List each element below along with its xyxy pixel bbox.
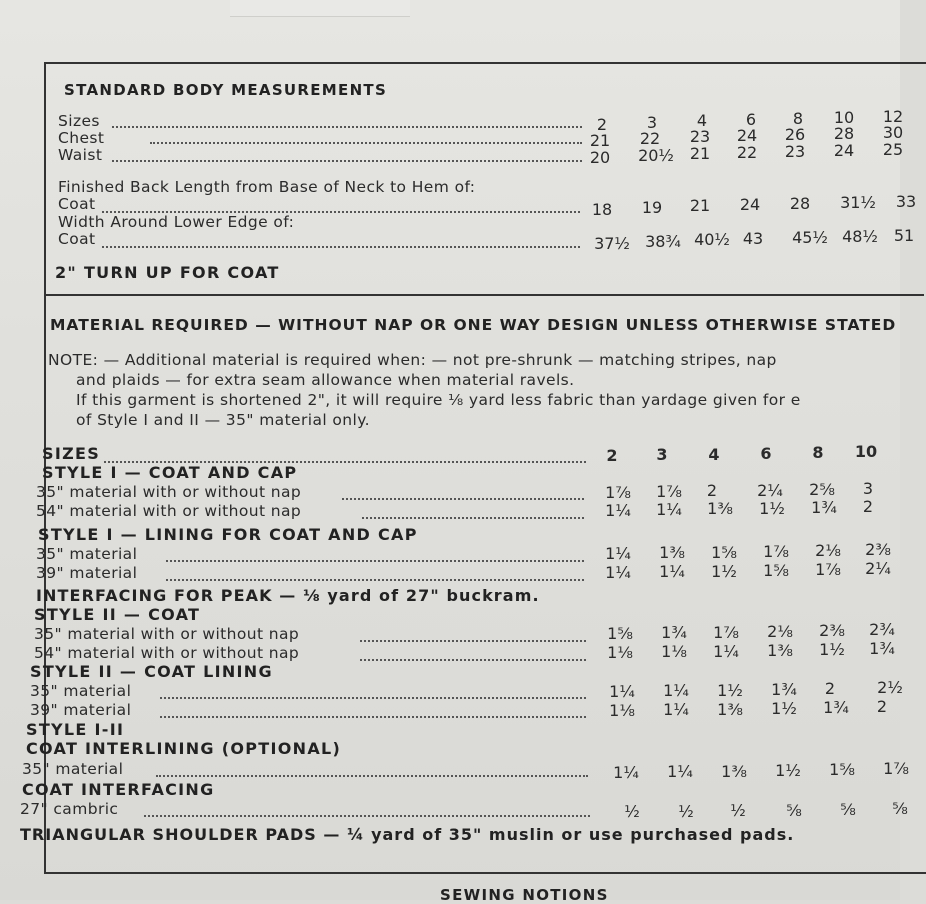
s2l-row-label: 39" material <box>30 701 132 719</box>
back-length-value: 33 <box>895 192 917 211</box>
interlining-heading: COAT INTERLINING (OPTIONAL) <box>26 739 342 758</box>
s2-value: 1⅜ <box>767 641 793 660</box>
bm-chest: 26 <box>784 125 806 144</box>
bm-size: 10 <box>833 108 855 127</box>
leader-dots <box>362 517 584 519</box>
style1-coat-cap-heading: STYLE I — COAT AND CAP <box>42 463 298 482</box>
bm-size: 12 <box>882 107 904 126</box>
s1-value: 1¼ <box>656 500 682 519</box>
s1-value: 1½ <box>759 499 785 518</box>
s1-value: 1⅞ <box>605 483 631 502</box>
turn-up-note: 2" TURN UP FOR COAT <box>55 263 280 282</box>
leader-dots <box>160 716 586 718</box>
s1-value: 1⅞ <box>656 482 682 501</box>
s2l-value: 1¼ <box>663 700 689 719</box>
back-length-value: 21 <box>689 196 711 215</box>
s1l-value: 1⅞ <box>763 542 789 561</box>
back-length-value: 19 <box>641 198 663 217</box>
s1l-value: 1¼ <box>659 562 685 581</box>
s2-value: 1⅛ <box>661 642 687 661</box>
interfacing-value: ½ <box>624 802 640 821</box>
s1l-value: 1⅞ <box>815 560 841 579</box>
bm-size: 8 <box>792 109 804 128</box>
s2-value: 1½ <box>819 640 845 659</box>
s1-value: 2 <box>862 497 874 516</box>
bm-waist: 25 <box>882 140 904 159</box>
s1l-value: 1½ <box>711 562 737 581</box>
bm-chest: 23 <box>689 127 711 146</box>
s1-value: 2¼ <box>757 481 783 500</box>
interfacing-value: ⅝ <box>840 800 856 819</box>
bm-size: 4 <box>696 111 708 130</box>
leader-dots <box>166 579 584 581</box>
sewing-notions-heading: SEWING NOTIONS <box>440 886 609 904</box>
s1-value: 2 <box>706 481 718 500</box>
bm-size: 2 <box>596 115 608 134</box>
bm-waist: 20½ <box>638 146 674 165</box>
s2l-value: 1½ <box>771 699 797 718</box>
interlining-value: 1⅞ <box>883 759 909 778</box>
s1-value: 3 <box>862 479 874 498</box>
leader-dots <box>112 160 582 162</box>
size-col: 3 <box>656 445 668 464</box>
s2-value: 1¾ <box>661 623 687 642</box>
interfacing-value: ⅝ <box>786 801 802 820</box>
s1l-value: 1¼ <box>605 544 631 563</box>
bm-size: 3 <box>646 113 658 132</box>
back-length-value: 18 <box>591 200 613 219</box>
width-value: 38¾ <box>645 232 681 251</box>
back-length-label: Finished Back Length from Base of Neck to Hem of: <box>58 178 476 196</box>
bm-waist: 24 <box>833 141 855 160</box>
size-col: 8 <box>812 443 824 462</box>
s2-row-label: 35" material with or without nap <box>34 625 300 643</box>
s2l-value: 1¾ <box>823 698 849 717</box>
s1-value: 1⅜ <box>707 499 733 518</box>
width-item: Coat <box>58 230 96 248</box>
style-1-2-heading: STYLE I-II <box>26 720 125 739</box>
leader-dots <box>144 815 590 817</box>
s2-value: 1⅛ <box>607 643 633 662</box>
leader-dots <box>360 640 586 642</box>
waist-label: Waist <box>58 146 103 164</box>
back-length-value: 31½ <box>840 193 876 212</box>
s2-value: 1⅝ <box>607 624 633 643</box>
s2-value: 1¼ <box>713 642 739 661</box>
s1l-value: 2¼ <box>865 559 891 578</box>
s1-row-label: 54" material with or without nap <box>36 502 302 520</box>
s2l-value: 2 <box>824 679 836 698</box>
paper-fold <box>230 0 410 17</box>
s1l-value: 2⅜ <box>865 540 891 559</box>
interfacing-row-label: 27" cambric <box>20 800 119 818</box>
s1-row-label: 35" material with or without nap <box>36 483 302 501</box>
interlining-value: 1¼ <box>613 763 639 782</box>
bm-size: 6 <box>745 110 757 129</box>
section-divider <box>44 294 924 296</box>
width-value: 45½ <box>792 228 828 247</box>
sizes-header: SIZES <box>42 444 101 463</box>
style2-lining-heading: STYLE II — COAT LINING <box>30 662 273 681</box>
size-col: 2 <box>606 446 618 465</box>
s1-value: 2⅝ <box>809 480 835 499</box>
bm-chest: 22 <box>639 129 661 148</box>
s2-row-label: 54" material with or without nap <box>34 644 300 662</box>
s2-value: 2⅛ <box>767 622 793 641</box>
note-line-2: and plaids — for extra seam allowance when material ravels. <box>76 371 575 389</box>
body-measurements-heading: STANDARD BODY MEASUREMENTS <box>64 81 388 99</box>
s2-value: 1⅞ <box>713 623 739 642</box>
bm-waist: 21 <box>689 144 711 163</box>
s2-value: 1¾ <box>869 639 895 658</box>
note-line-4: of Style I and II — 35" material only. <box>76 411 370 429</box>
sizes-label: Sizes <box>58 112 100 130</box>
interfacing-value: ½ <box>678 802 694 821</box>
s1l-value: 1⅝ <box>763 561 789 580</box>
shoulder-pads-line: TRIANGULAR SHOULDER PADS — ¼ yard of 35" muslin or use purchased pads. <box>20 825 795 844</box>
interlining-row-label: 35" material <box>22 760 124 778</box>
s2l-value: 1¼ <box>663 681 689 700</box>
leader-dots <box>112 126 582 128</box>
bm-chest: 21 <box>589 131 611 150</box>
bm-waist: 23 <box>784 142 806 161</box>
interlining-value: 1⅝ <box>829 760 855 779</box>
s1-value: 1¾ <box>811 498 837 517</box>
width-value: 43 <box>742 229 764 248</box>
bm-chest: 24 <box>736 126 758 145</box>
s2l-value: 1¼ <box>609 682 635 701</box>
leader-dots <box>156 775 588 777</box>
leader-dots <box>360 659 586 661</box>
s2l-row-label: 35" material <box>30 682 132 700</box>
style1-lining-heading: STYLE I — LINING FOR COAT AND CAP <box>38 525 418 544</box>
material-heading: MATERIAL REQUIRED — WITHOUT NAP OR ONE WAY DESIGN UNLESS OTHERWISE STATED <box>50 316 897 334</box>
width-value: 37½ <box>594 234 630 253</box>
s2-value: 2⅜ <box>819 621 845 640</box>
s1l-value: 1¼ <box>605 563 631 582</box>
s2l-value: 1½ <box>717 681 743 700</box>
s2-value: 2¾ <box>869 620 895 639</box>
interfacing-heading: COAT INTERFACING <box>22 780 215 799</box>
s1l-value: 1⅝ <box>711 543 737 562</box>
back-length-value: 24 <box>739 195 761 214</box>
s2l-value: 2½ <box>877 678 903 697</box>
s1l-row-label: 35" material <box>36 545 138 563</box>
s2l-value: 2 <box>876 697 888 716</box>
size-col: 10 <box>854 442 878 461</box>
back-length-value: 28 <box>789 194 811 213</box>
note-line-1: NOTE: — Additional material is required when: — not pre-shrunk — matching stripes, nap <box>48 351 777 369</box>
width-value: 48½ <box>842 227 878 246</box>
interfacing-value: ½ <box>730 801 746 820</box>
note-line-3: If this garment is shortened 2", it will require ⅛ yard less fabric than yardage given for e <box>76 391 801 409</box>
s1l-row-label: 39" material <box>36 564 138 582</box>
back-length-item: Coat <box>58 195 96 213</box>
interlining-value: 1⅜ <box>721 762 747 781</box>
width-value: 51 <box>893 226 915 245</box>
width-label: Width Around Lower Edge of: <box>58 213 295 231</box>
s2l-value: 1⅜ <box>717 700 743 719</box>
size-col: 4 <box>708 445 720 464</box>
bm-chest: 28 <box>833 124 855 143</box>
chest-label: Chest <box>58 129 105 147</box>
interlining-value: 1¼ <box>667 762 693 781</box>
leader-dots <box>150 142 582 144</box>
s2l-value: 1¾ <box>771 680 797 699</box>
leader-dots <box>342 498 584 500</box>
interfacing-value: ⅝ <box>892 799 908 818</box>
s1l-value: 2⅛ <box>815 541 841 560</box>
s1l-value: 1⅜ <box>659 543 685 562</box>
interfacing-peak-line: INTERFACING FOR PEAK — ⅛ yard of 27" buckram. <box>36 586 540 605</box>
bm-waist: 20 <box>589 148 611 167</box>
s2l-value: 1⅛ <box>609 701 635 720</box>
leader-dots <box>166 560 584 562</box>
interlining-value: 1½ <box>775 761 801 780</box>
leader-dots <box>160 697 586 699</box>
bm-waist: 22 <box>736 143 758 162</box>
width-value: 40½ <box>694 230 730 249</box>
bm-chest: 30 <box>882 123 904 142</box>
size-col: 6 <box>760 444 772 463</box>
style2-coat-heading: STYLE II — COAT <box>34 605 201 624</box>
leader-dots <box>102 246 580 248</box>
s1-value: 1¼ <box>605 501 631 520</box>
